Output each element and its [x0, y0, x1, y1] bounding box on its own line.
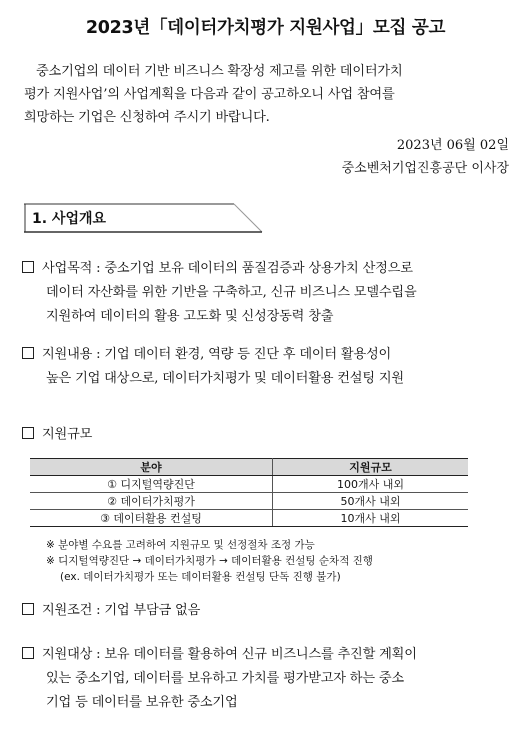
- table-cell: ② 데이터가치평가: [30, 493, 273, 510]
- item-purpose: [22, 257, 508, 329]
- item-text: 지원규모: [42, 427, 93, 442]
- item-text: 높은 기업 대상으로, 데이터가치평가 및 데이터활용 컨설팅 지원: [46, 371, 404, 386]
- item-text: 지원조건 : 기업 부담금 없음: [42, 603, 201, 618]
- checkbox-square-icon: [22, 347, 34, 359]
- item-text: 지원대상 : 보유 데이터를 활용하여 신규 비즈니스를 추진할 계획이: [42, 647, 417, 662]
- item-text: 있는 중소기업, 데이터를 보유하고 가치를 평가받고자 하는 중소: [46, 671, 404, 686]
- scale-notes: [46, 537, 373, 585]
- item-content: [22, 343, 508, 391]
- item-text: 지원내용 : 기업 데이터 환경, 역량 등 진단 후 데이터 활용성이: [42, 347, 392, 362]
- page-title: 2023년「데이터가치평가 지원사업」모집 공고: [85, 18, 446, 38]
- item-scale: [22, 423, 508, 447]
- table-header-cell: 지원규모: [273, 459, 469, 476]
- section-header-overview: [24, 203, 264, 233]
- support-scale-table: [30, 458, 468, 527]
- checkbox-square-icon: [22, 261, 34, 273]
- table-cell: 10개사 내외: [273, 510, 469, 527]
- item-text: 데이터 자산화를 위한 기반을 구축하고, 신규 비즈니스 모델수립을: [46, 285, 417, 300]
- checkbox-square-icon: [22, 603, 34, 615]
- table-cell: ① 디지털역량진단: [30, 476, 273, 493]
- note-line: (ex. 데이터가치평가 또는 데이터활용 컨설팅 단독 진행 불가): [60, 571, 341, 583]
- table-row: [30, 493, 468, 510]
- item-target: [22, 643, 508, 715]
- table-row: [30, 510, 468, 527]
- table-header-row: [30, 459, 468, 476]
- announcement-date: 2023년 06월 02일: [396, 138, 509, 153]
- item-text: 기업 등 데이터를 보유한 중소기업: [46, 695, 238, 710]
- item-condition: [22, 599, 508, 623]
- intro-line: 희망하는 기업은 신청하여 주시기 바랍니다.: [24, 110, 270, 125]
- item-text: 사업목적 : 중소기업 보유 데이터의 품질검증과 상용가치 산정으로: [42, 261, 413, 276]
- intro-paragraph: [24, 60, 510, 129]
- table-cell: 100개사 내외: [273, 476, 469, 493]
- issuer-name: 중소벤처기업진흥공단 이사장: [341, 161, 509, 176]
- note-line: ※ 디지털역량진단 → 데이터가치평가 → 데이터활용 컨설팅 순차적 진행: [46, 555, 373, 567]
- checkbox-square-icon: [22, 427, 34, 439]
- note-line: ※ 분야별 수요를 고려하여 지원규모 및 선정절차 조정 가능: [46, 539, 315, 551]
- intro-line: 중소기업의 데이터 기반 비즈니스 확장성 제고를 위한 데이터가치: [36, 64, 403, 79]
- table-cell: ③ 데이터활용 컨설팅: [30, 510, 273, 527]
- intro-line: 평가 지원사업’의 사업계획을 다음과 같이 공고하오니 사업 참여를: [24, 87, 395, 102]
- table-row: [30, 476, 468, 493]
- checkbox-square-icon: [22, 647, 34, 659]
- table-cell: 50개사 내외: [273, 493, 469, 510]
- table-header-cell: 분야: [30, 459, 273, 476]
- section-title: 1. 사업개요: [32, 211, 107, 227]
- item-text: 지원하여 데이터의 활용 고도화 및 신성장동력 창출: [46, 309, 334, 324]
